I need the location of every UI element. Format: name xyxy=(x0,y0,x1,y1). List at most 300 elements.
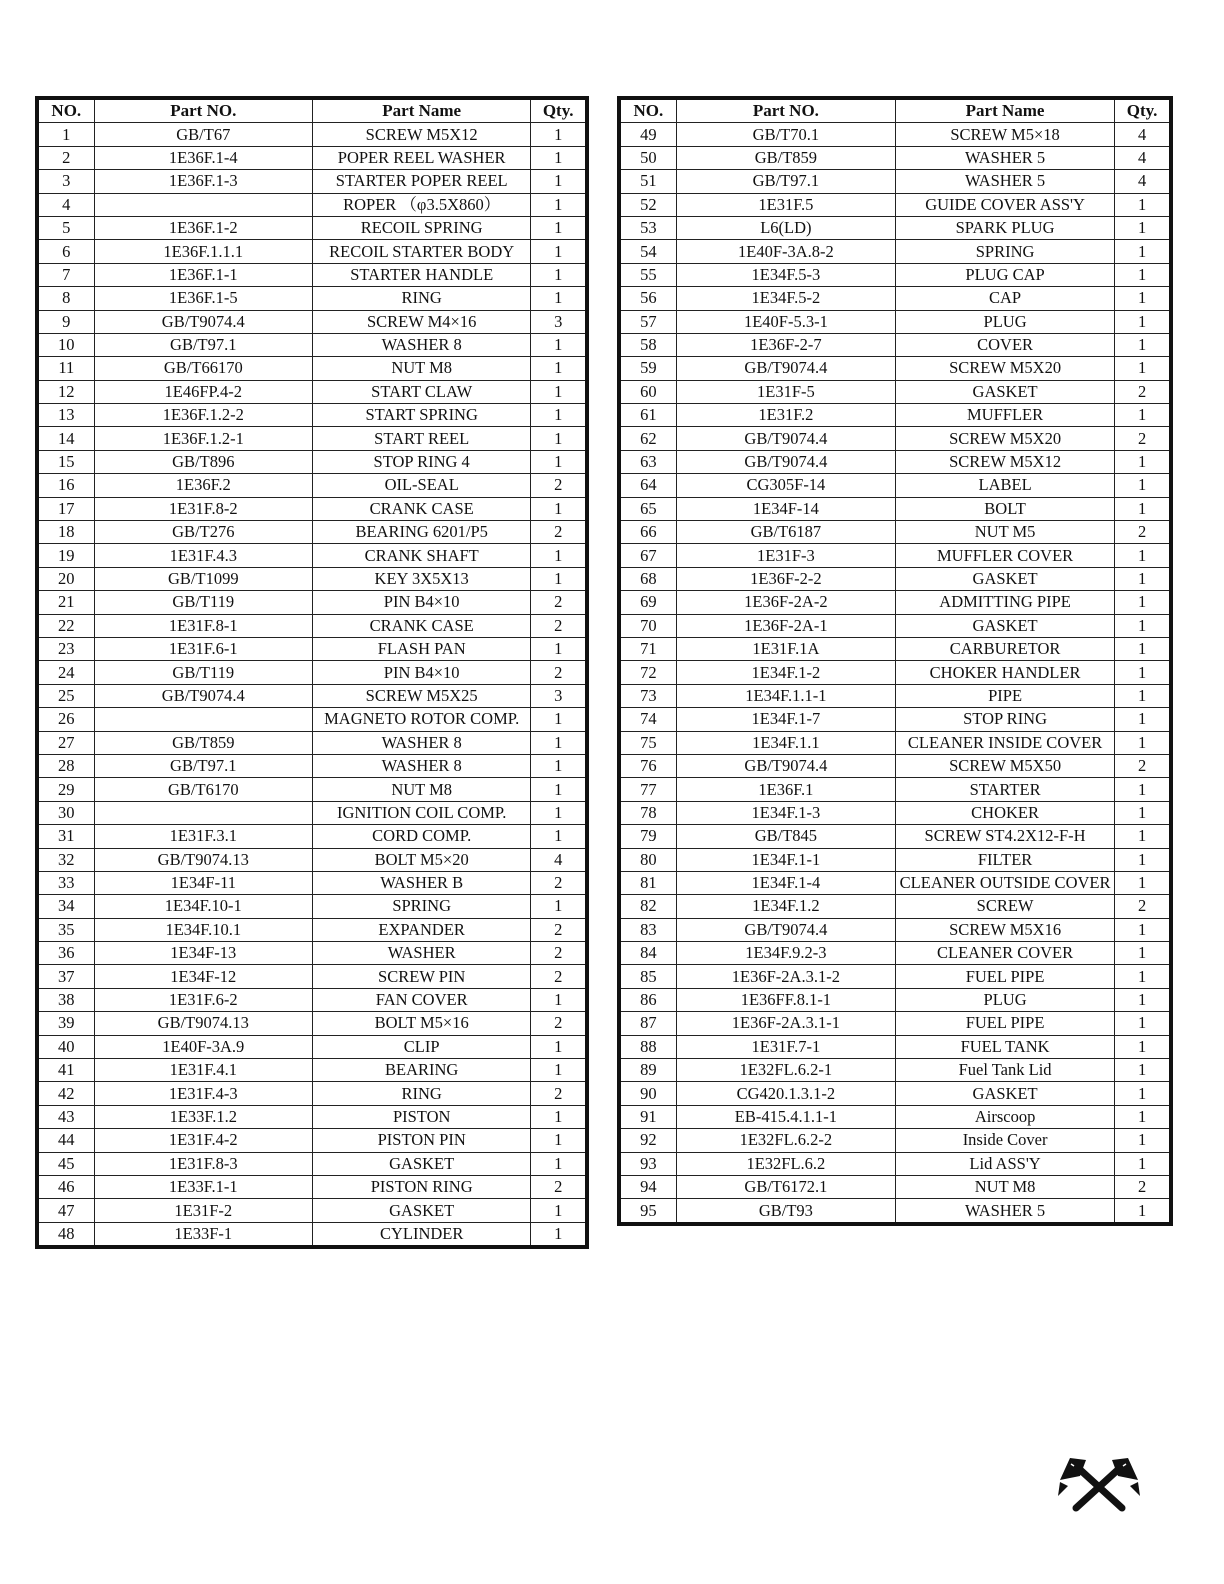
table-row xyxy=(619,333,1171,356)
cell-part-no: 1E36F.1-1 xyxy=(94,263,312,286)
cell-qty: 1 xyxy=(1115,1152,1171,1175)
table-row xyxy=(619,661,1171,684)
cell-qty: 1 xyxy=(531,287,587,310)
cell-qty: 1 xyxy=(531,731,587,754)
header-qty: Qty. xyxy=(1115,98,1171,123)
cell-part-name: WASHER 8 xyxy=(312,333,530,356)
cell-no: 31 xyxy=(37,825,94,848)
cell-part-no: GB/T9074.4 xyxy=(676,357,895,380)
table-row xyxy=(619,708,1171,731)
cell-no: 5 xyxy=(37,216,94,239)
cell-qty: 1 xyxy=(1115,918,1171,941)
cell-no: 2 xyxy=(37,146,94,169)
cell-part-no: 1E34F-13 xyxy=(94,942,312,965)
cell-part-no: GB/T9074.4 xyxy=(676,918,895,941)
cell-no: 6 xyxy=(37,240,94,263)
cell-part-name: PISTON PIN xyxy=(312,1129,530,1152)
cell-part-name: SCREW M5×18 xyxy=(895,123,1114,146)
cell-part-no: GB/T9074.4 xyxy=(676,427,895,450)
cell-qty: 1 xyxy=(531,544,587,567)
cell-part-no: 1E34F-12 xyxy=(94,965,312,988)
cell-part-name: NUT M5 xyxy=(895,521,1114,544)
cell-part-no: GB/T6187 xyxy=(676,521,895,544)
cell-qty: 2 xyxy=(531,871,587,894)
cell-qty: 1 xyxy=(1115,357,1171,380)
cell-no: 64 xyxy=(619,474,676,497)
cell-part-name: START REEL xyxy=(312,427,530,450)
cell-part-name: BOLT xyxy=(895,497,1114,520)
cell-no: 89 xyxy=(619,1059,676,1082)
cell-no: 14 xyxy=(37,427,94,450)
cell-qty: 1 xyxy=(1115,591,1171,614)
table-row xyxy=(37,825,587,848)
cell-part-no: 1E36F.1.2-2 xyxy=(94,404,312,427)
cell-part-name: FUEL TANK xyxy=(895,1035,1114,1058)
cell-no: 33 xyxy=(37,871,94,894)
cell-part-no: 1E33F.1-1 xyxy=(94,1175,312,1198)
cell-qty: 1 xyxy=(1115,1105,1171,1128)
cell-no: 40 xyxy=(37,1035,94,1058)
cell-no: 65 xyxy=(619,497,676,520)
cell-qty: 2 xyxy=(531,591,587,614)
cell-qty: 1 xyxy=(1115,193,1171,216)
cell-no: 15 xyxy=(37,450,94,473)
cell-no: 54 xyxy=(619,240,676,263)
cell-no: 49 xyxy=(619,123,676,146)
table-row xyxy=(619,848,1171,871)
cell-qty: 1 xyxy=(531,427,587,450)
header-qty: Qty. xyxy=(531,98,587,123)
cell-part-name: FAN COVER xyxy=(312,988,530,1011)
cell-part-no: 1E34F.1-4 xyxy=(676,871,895,894)
cell-no: 23 xyxy=(37,637,94,660)
cell-no: 62 xyxy=(619,427,676,450)
table-row xyxy=(619,521,1171,544)
cell-no: 56 xyxy=(619,287,676,310)
cell-part-name: CHOKER HANDLER xyxy=(895,661,1114,684)
cell-part-no: GB/T9074.4 xyxy=(676,754,895,777)
cell-part-no: 1E34F.9.2-3 xyxy=(676,942,895,965)
cell-no: 78 xyxy=(619,801,676,824)
cell-part-no: GB/T66170 xyxy=(94,357,312,380)
cell-part-name: SPARK PLUG xyxy=(895,216,1114,239)
cell-part-name: FUEL PIPE xyxy=(895,1012,1114,1035)
table-row xyxy=(37,918,587,941)
cell-part-no: EB-415.4.1.1-1 xyxy=(676,1105,895,1128)
cell-no: 53 xyxy=(619,216,676,239)
cell-no: 74 xyxy=(619,708,676,731)
cell-qty: 2 xyxy=(531,1175,587,1198)
cell-part-no: 1E31F.2 xyxy=(676,404,895,427)
cell-part-name: GASKET xyxy=(895,1082,1114,1105)
table-row xyxy=(37,895,587,918)
cell-no: 30 xyxy=(37,801,94,824)
table-row xyxy=(37,123,587,146)
cell-part-name: GASKET xyxy=(312,1152,530,1175)
cell-part-name: RING xyxy=(312,287,530,310)
cell-part-name: PLUG CAP xyxy=(895,263,1114,286)
cell-qty: 2 xyxy=(1115,754,1171,777)
table-row xyxy=(619,1012,1171,1035)
cell-qty: 1 xyxy=(531,988,587,1011)
cell-part-no: 1E34F.1.2 xyxy=(676,895,895,918)
cell-part-no: 1E33F.1.2 xyxy=(94,1105,312,1128)
cell-part-name: FUEL PIPE xyxy=(895,965,1114,988)
cell-part-no: 1E34F.1-3 xyxy=(676,801,895,824)
cell-no: 13 xyxy=(37,404,94,427)
table-row xyxy=(37,333,587,356)
table-row xyxy=(619,170,1171,193)
table-row xyxy=(619,474,1171,497)
cell-part-name: CHOKER xyxy=(895,801,1114,824)
cell-part-no: GB/T9074.13 xyxy=(94,848,312,871)
cell-no: 8 xyxy=(37,287,94,310)
cell-part-no: 1E36F.2 xyxy=(94,474,312,497)
cell-qty: 1 xyxy=(1115,216,1171,239)
cell-qty: 1 xyxy=(1115,871,1171,894)
cell-no: 41 xyxy=(37,1059,94,1082)
cell-part-no: 1E36F-2A-1 xyxy=(676,614,895,637)
cell-no: 75 xyxy=(619,731,676,754)
cell-part-name: STOP RING 4 xyxy=(312,450,530,473)
cell-part-name: GASKET xyxy=(895,567,1114,590)
cell-part-name: START CLAW xyxy=(312,380,530,403)
cell-qty: 1 xyxy=(1115,333,1171,356)
cell-part-no: 1E32FL.6.2-1 xyxy=(676,1059,895,1082)
table-row xyxy=(37,778,587,801)
cell-part-no: L6(LD) xyxy=(676,216,895,239)
cell-no: 52 xyxy=(619,193,676,216)
cell-no: 1 xyxy=(37,123,94,146)
cell-qty: 4 xyxy=(1115,170,1171,193)
cell-no: 82 xyxy=(619,895,676,918)
cell-part-name: CLEANER INSIDE COVER xyxy=(895,731,1114,754)
cell-part-name: CORD COMP. xyxy=(312,825,530,848)
cell-qty: 2 xyxy=(531,1082,587,1105)
cell-part-name: PISTON RING xyxy=(312,1175,530,1198)
cell-no: 63 xyxy=(619,450,676,473)
cell-part-name: BOLT M5×20 xyxy=(312,848,530,871)
table-row xyxy=(37,1105,587,1128)
cell-part-name: STARTER xyxy=(895,778,1114,801)
cell-part-no: 1E34F.1.1-1 xyxy=(676,684,895,707)
cell-part-no: 1E31F-5 xyxy=(676,380,895,403)
cell-part-name: PLUG xyxy=(895,310,1114,333)
cell-part-no: 1E31F.7-1 xyxy=(676,1035,895,1058)
crossed-axes-icon xyxy=(1056,1456,1142,1512)
cell-qty: 2 xyxy=(531,918,587,941)
cell-part-no: GB/T859 xyxy=(94,731,312,754)
cell-part-name: STARTER HANDLE xyxy=(312,263,530,286)
cell-qty: 1 xyxy=(1115,684,1171,707)
cell-part-no xyxy=(94,708,312,731)
cell-part-name: NUT M8 xyxy=(895,1175,1114,1198)
table-row xyxy=(619,801,1171,824)
cell-qty: 1 xyxy=(531,754,587,777)
cell-part-no: GB/T6170 xyxy=(94,778,312,801)
table-row xyxy=(619,427,1171,450)
cell-part-name: ADMITTING PIPE xyxy=(895,591,1114,614)
cell-part-no: 1E31F.5 xyxy=(676,193,895,216)
cell-part-name: STARTER POPER REEL xyxy=(312,170,530,193)
cell-no: 77 xyxy=(619,778,676,801)
table-body-right xyxy=(619,123,1171,1224)
table-row xyxy=(619,988,1171,1011)
table-row xyxy=(37,637,587,660)
cell-part-name: Fuel Tank Lid xyxy=(895,1059,1114,1082)
cell-no: 34 xyxy=(37,895,94,918)
cell-no: 93 xyxy=(619,1152,676,1175)
cell-qty: 1 xyxy=(531,193,587,216)
cell-part-no: GB/T97.1 xyxy=(676,170,895,193)
table-row xyxy=(37,263,587,286)
cell-part-no: 1E36F.1-5 xyxy=(94,287,312,310)
table-body-left xyxy=(37,123,587,1247)
cell-qty: 1 xyxy=(1115,614,1171,637)
cell-qty: 1 xyxy=(1115,310,1171,333)
cell-part-no: 1E31F-2 xyxy=(94,1199,312,1222)
cell-qty: 2 xyxy=(1115,1175,1171,1198)
cell-no: 85 xyxy=(619,965,676,988)
cell-part-no: 1E36F-2A.3.1-1 xyxy=(676,1012,895,1035)
table-row xyxy=(619,497,1171,520)
table-row xyxy=(619,450,1171,473)
cell-qty: 1 xyxy=(531,216,587,239)
table-row xyxy=(37,801,587,824)
cell-part-name: WASHER 5 xyxy=(895,146,1114,169)
cell-part-no: GB/T9074.4 xyxy=(94,310,312,333)
table-row xyxy=(37,170,587,193)
cell-no: 28 xyxy=(37,754,94,777)
cell-part-no: 1E31F.4.3 xyxy=(94,544,312,567)
cell-part-name: START SPRING xyxy=(312,404,530,427)
cell-part-name: PLUG xyxy=(895,988,1114,1011)
cell-part-no: 1E40F-3A.8-2 xyxy=(676,240,895,263)
cell-part-no: GB/T896 xyxy=(94,450,312,473)
table-row xyxy=(37,287,587,310)
table-row xyxy=(619,544,1171,567)
cell-qty: 1 xyxy=(531,801,587,824)
cell-part-name: IGNITION COIL COMP. xyxy=(312,801,530,824)
cell-no: 90 xyxy=(619,1082,676,1105)
cell-qty: 1 xyxy=(531,240,587,263)
cell-part-no: CG420.1.3.1-2 xyxy=(676,1082,895,1105)
cell-part-no: 1E34F.5-3 xyxy=(676,263,895,286)
table-row xyxy=(37,754,587,777)
cell-qty: 2 xyxy=(1115,895,1171,918)
table-row xyxy=(619,1035,1171,1058)
cell-part-name: SPRING xyxy=(895,240,1114,263)
table-row xyxy=(37,1152,587,1175)
cell-no: 57 xyxy=(619,310,676,333)
cell-qty: 1 xyxy=(531,825,587,848)
cell-no: 92 xyxy=(619,1129,676,1152)
cell-no: 25 xyxy=(37,684,94,707)
table-row xyxy=(619,591,1171,614)
cell-part-name: PIN B4×10 xyxy=(312,661,530,684)
cell-no: 26 xyxy=(37,708,94,731)
table-row xyxy=(37,591,587,614)
table-row xyxy=(619,731,1171,754)
table-row xyxy=(37,684,587,707)
table-row xyxy=(619,1082,1171,1105)
cell-part-no: GB/T93 xyxy=(676,1199,895,1224)
cell-part-name: WASHER 5 xyxy=(895,170,1114,193)
cell-qty: 1 xyxy=(1115,450,1171,473)
cell-part-name: KEY 3X5X13 xyxy=(312,567,530,590)
cell-no: 32 xyxy=(37,848,94,871)
cell-part-name: CRANK CASE xyxy=(312,497,530,520)
cell-part-no: GB/T9074.4 xyxy=(676,450,895,473)
cell-part-name: SCREW M4×16 xyxy=(312,310,530,333)
cell-qty: 2 xyxy=(1115,427,1171,450)
cell-part-no xyxy=(94,193,312,216)
cell-part-no: 1E36F.1.1.1 xyxy=(94,240,312,263)
cell-no: 45 xyxy=(37,1152,94,1175)
table-row xyxy=(619,216,1171,239)
cell-no: 61 xyxy=(619,404,676,427)
table-row xyxy=(37,1059,587,1082)
cell-part-name: ROPER （φ3.5X860） xyxy=(312,193,530,216)
cell-part-no: GB/T97.1 xyxy=(94,754,312,777)
cell-part-no: GB/T70.1 xyxy=(676,123,895,146)
cell-part-no: 1E36FF.8.1-1 xyxy=(676,988,895,1011)
cell-part-name: SCREW M5X12 xyxy=(312,123,530,146)
table-row xyxy=(37,521,587,544)
table-row xyxy=(619,1129,1171,1152)
cell-part-name: WASHER 8 xyxy=(312,731,530,754)
cell-qty: 1 xyxy=(1115,825,1171,848)
table-row xyxy=(619,404,1171,427)
table-row xyxy=(619,567,1171,590)
parts-table-right xyxy=(617,96,1173,1226)
table-row xyxy=(619,240,1171,263)
cell-qty: 1 xyxy=(531,450,587,473)
table-row xyxy=(619,754,1171,777)
cell-no: 69 xyxy=(619,591,676,614)
cell-part-no: GB/T119 xyxy=(94,661,312,684)
cell-qty: 3 xyxy=(531,684,587,707)
cell-no: 67 xyxy=(619,544,676,567)
table-row xyxy=(37,240,587,263)
table-row xyxy=(619,1152,1171,1175)
cell-part-name: RECOIL STARTER BODY xyxy=(312,240,530,263)
table-row xyxy=(37,965,587,988)
cell-qty: 1 xyxy=(1115,731,1171,754)
cell-no: 91 xyxy=(619,1105,676,1128)
cell-part-no: 1E34F.1.1 xyxy=(676,731,895,754)
cell-part-name: Lid ASS'Y xyxy=(895,1152,1114,1175)
table-row xyxy=(37,1199,587,1222)
cell-no: 86 xyxy=(619,988,676,1011)
table-row xyxy=(619,146,1171,169)
cell-part-name: CRANK SHAFT xyxy=(312,544,530,567)
cell-part-no: 1E31F.8-3 xyxy=(94,1152,312,1175)
table-header-row xyxy=(619,98,1171,123)
cell-part-name: GUIDE COVER ASS'Y xyxy=(895,193,1114,216)
table-header-row xyxy=(37,98,587,123)
cell-qty: 1 xyxy=(1115,1082,1171,1105)
cell-no: 36 xyxy=(37,942,94,965)
cell-no: 50 xyxy=(619,146,676,169)
cell-part-no: 1E46FP.4-2 xyxy=(94,380,312,403)
cell-part-name: SCREW M5X25 xyxy=(312,684,530,707)
cell-qty: 1 xyxy=(531,263,587,286)
cell-part-no: 1E36F-2A-2 xyxy=(676,591,895,614)
cell-qty: 1 xyxy=(531,1129,587,1152)
cell-part-name: Airscoop xyxy=(895,1105,1114,1128)
cell-part-name: GASKET xyxy=(895,380,1114,403)
cell-part-no: 1E36F-2A.3.1-2 xyxy=(676,965,895,988)
cell-part-no: 1E31F.4.1 xyxy=(94,1059,312,1082)
table-row xyxy=(619,684,1171,707)
cell-part-name: STOP RING xyxy=(895,708,1114,731)
table-row xyxy=(619,778,1171,801)
cell-no: 27 xyxy=(37,731,94,754)
table-row xyxy=(37,567,587,590)
cell-qty: 1 xyxy=(1115,1035,1171,1058)
cell-part-no: 1E32FL.6.2-2 xyxy=(676,1129,895,1152)
cell-part-name: WASHER 8 xyxy=(312,754,530,777)
cell-part-name: SCREW M5X12 xyxy=(895,450,1114,473)
cell-qty: 2 xyxy=(531,614,587,637)
cell-part-no: 1E31F.6-1 xyxy=(94,637,312,660)
cell-part-name: MAGNETO ROTOR COMP. xyxy=(312,708,530,731)
cell-part-no: 1E31F.8-1 xyxy=(94,614,312,637)
cell-qty: 1 xyxy=(1115,778,1171,801)
cell-part-name: BEARING xyxy=(312,1059,530,1082)
cell-no: 37 xyxy=(37,965,94,988)
cell-part-no: 1E31F.3.1 xyxy=(94,825,312,848)
cell-part-name: WASHER B xyxy=(312,871,530,894)
table-row xyxy=(37,357,587,380)
table-row xyxy=(619,263,1171,286)
cell-part-name: GASKET xyxy=(312,1199,530,1222)
cell-no: 20 xyxy=(37,567,94,590)
table-row xyxy=(619,871,1171,894)
cell-qty: 1 xyxy=(1115,567,1171,590)
cell-part-name: SCREW PIN xyxy=(312,965,530,988)
cell-qty: 1 xyxy=(531,123,587,146)
cell-no: 35 xyxy=(37,918,94,941)
cell-no: 42 xyxy=(37,1082,94,1105)
table-row xyxy=(37,1175,587,1198)
table-row xyxy=(619,380,1171,403)
table-row xyxy=(619,614,1171,637)
cell-qty: 2 xyxy=(531,965,587,988)
cell-no: 4 xyxy=(37,193,94,216)
cell-no: 17 xyxy=(37,497,94,520)
cell-part-name: OIL-SEAL xyxy=(312,474,530,497)
table-row xyxy=(37,404,587,427)
cell-part-name: BOLT M5×16 xyxy=(312,1012,530,1035)
cell-part-no: 1E36F.1-3 xyxy=(94,170,312,193)
cell-part-name: CYLINDER xyxy=(312,1222,530,1247)
table-row xyxy=(37,614,587,637)
cell-part-name: MUFFLER COVER xyxy=(895,544,1114,567)
cell-part-no: CG305F-14 xyxy=(676,474,895,497)
cell-qty: 4 xyxy=(1115,123,1171,146)
cell-part-name: FLASH PAN xyxy=(312,637,530,660)
cell-qty: 1 xyxy=(531,170,587,193)
cell-part-no: GB/T97.1 xyxy=(94,333,312,356)
cell-part-no: 1E31F.8-2 xyxy=(94,497,312,520)
cell-part-name: SCREW xyxy=(895,895,1114,918)
cell-qty: 1 xyxy=(531,333,587,356)
cell-part-name: CAP xyxy=(895,287,1114,310)
cell-no: 79 xyxy=(619,825,676,848)
table-row xyxy=(619,123,1171,146)
